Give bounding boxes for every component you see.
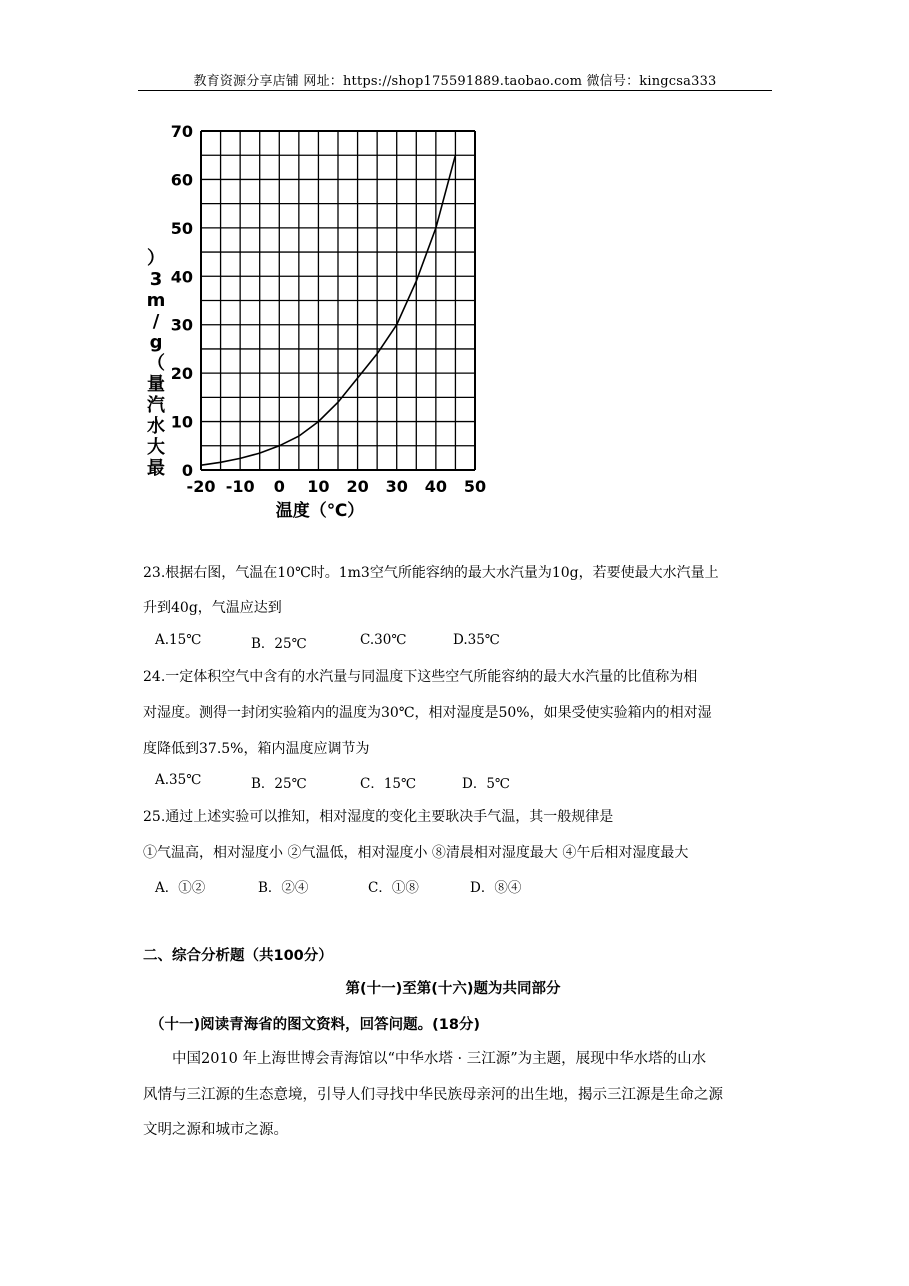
q23-option-c: C.30℃	[360, 632, 407, 648]
y-axis-label	[147, 248, 166, 479]
q25-line-2: ①气温高，相对湿度小 ②气温低，相对湿度小 ⑧清晨相对湿度最大 ④午后相对湿度最大	[143, 845, 689, 861]
x-tick-label: 30	[385, 477, 408, 496]
paragraph-line-1: 中国2010 年上海世博会青海馆以“中华水塔 · 三江源”为主题，展现中华水塔的山水	[172, 1051, 707, 1067]
x-tick-label: 20	[346, 477, 369, 496]
x-tick-label: 50	[463, 477, 487, 496]
y-label-char: 水	[147, 416, 165, 437]
question-11-title: （十一)阅读青海省的图文资料，回答问题。(18分)	[150, 1017, 481, 1033]
paragraph-line-2: 风情与三江源的生态意境，引导人们寻找中华民族母亲河的出生地，揭示三江源是生命之源	[143, 1087, 723, 1103]
q24-line-2: 对湿度。测得一封闭实验箱内的温度为30℃，相对湿度是50%，如果受使实验箱内的相对湿	[143, 705, 712, 721]
q25-line-1: 25.通过上述实验可以推知，相对湿度的变化主要耿决手气温，其一般规律是	[143, 809, 614, 825]
y-label-char: 量	[147, 374, 165, 395]
y-label-char: m	[146, 290, 166, 311]
x-tick-label: 0	[273, 477, 285, 496]
paragraph-line-3: 文明之源和城市之源。	[143, 1122, 288, 1138]
y-tick-label: 50	[170, 218, 193, 238]
q24-line-1: 24.一定体积空气中含有的水汽量与同温度下这些空气所能容纳的最大水汽量的比值称为相	[143, 669, 698, 685]
q25-option-c: C．①⑧	[368, 880, 419, 896]
x-axis-label: 温度（℃）	[275, 501, 365, 521]
q23-option-b: B．25℃	[251, 636, 307, 652]
y-label-char: g	[149, 332, 163, 353]
y-tick-label: 70	[170, 122, 193, 141]
y-label-char: /	[152, 311, 160, 332]
x-tick-label: 40	[424, 477, 447, 496]
chart-grid	[201, 131, 475, 470]
q25-option-b: B．②④	[258, 880, 309, 896]
y-label-char: 大	[147, 437, 165, 458]
q23-line-1: 23.根据右图，气温在10℃时。1m3空气所能容纳的最大水汽量为10g，若要使最大水汽量上	[143, 565, 719, 581]
y-tick-label: 0	[181, 461, 193, 480]
y-label-char: 3	[149, 269, 163, 290]
x-tick-label: 10	[307, 477, 330, 496]
water-vapor-chart	[138, 118, 500, 528]
section-title: 二、综合分析题（共100分）	[143, 948, 333, 964]
q24-option-c: C．15℃	[360, 776, 417, 792]
q24-line-3: 度降低到37.5%，箱内温度应调节为	[143, 741, 370, 757]
x-tick-label: -20	[186, 477, 216, 496]
y-label-char: ）	[147, 248, 165, 269]
y-tick-label: 40	[170, 267, 193, 287]
y-tick-label: 10	[170, 412, 193, 432]
y-tick-label: 30	[170, 315, 193, 335]
q23-line-2: 升到40g，气温应达到	[143, 600, 282, 616]
y-label-char: 汽	[147, 395, 165, 416]
q23-option-a: A.15℃	[155, 632, 202, 648]
q24-option-a: A.35℃	[155, 772, 202, 788]
x-tick-label: -10	[225, 477, 255, 496]
q25-option-a: A．①②	[155, 880, 206, 896]
y-label-char: （	[147, 353, 165, 374]
y-tick-label: 60	[170, 170, 193, 190]
q24-option-d: D．5℃	[462, 776, 511, 792]
q24-option-b: B．25℃	[251, 776, 307, 792]
y-tick-label: 20	[170, 364, 193, 384]
max-vapor-curve	[201, 155, 455, 465]
page-header: 教育资源分享店铺 网址：https://shop175591889.taobao.com 微信号：kingcsa333	[193, 74, 717, 89]
header-divider	[138, 90, 772, 91]
common-part-title: 第(十一)至第(十六)题为共同部分	[345, 981, 561, 997]
q25-option-d: D．⑧④	[470, 880, 522, 896]
y-label-char: 最	[147, 458, 165, 479]
chart-ticks	[171, 122, 486, 496]
q23-option-d: D.35℃	[453, 632, 500, 648]
